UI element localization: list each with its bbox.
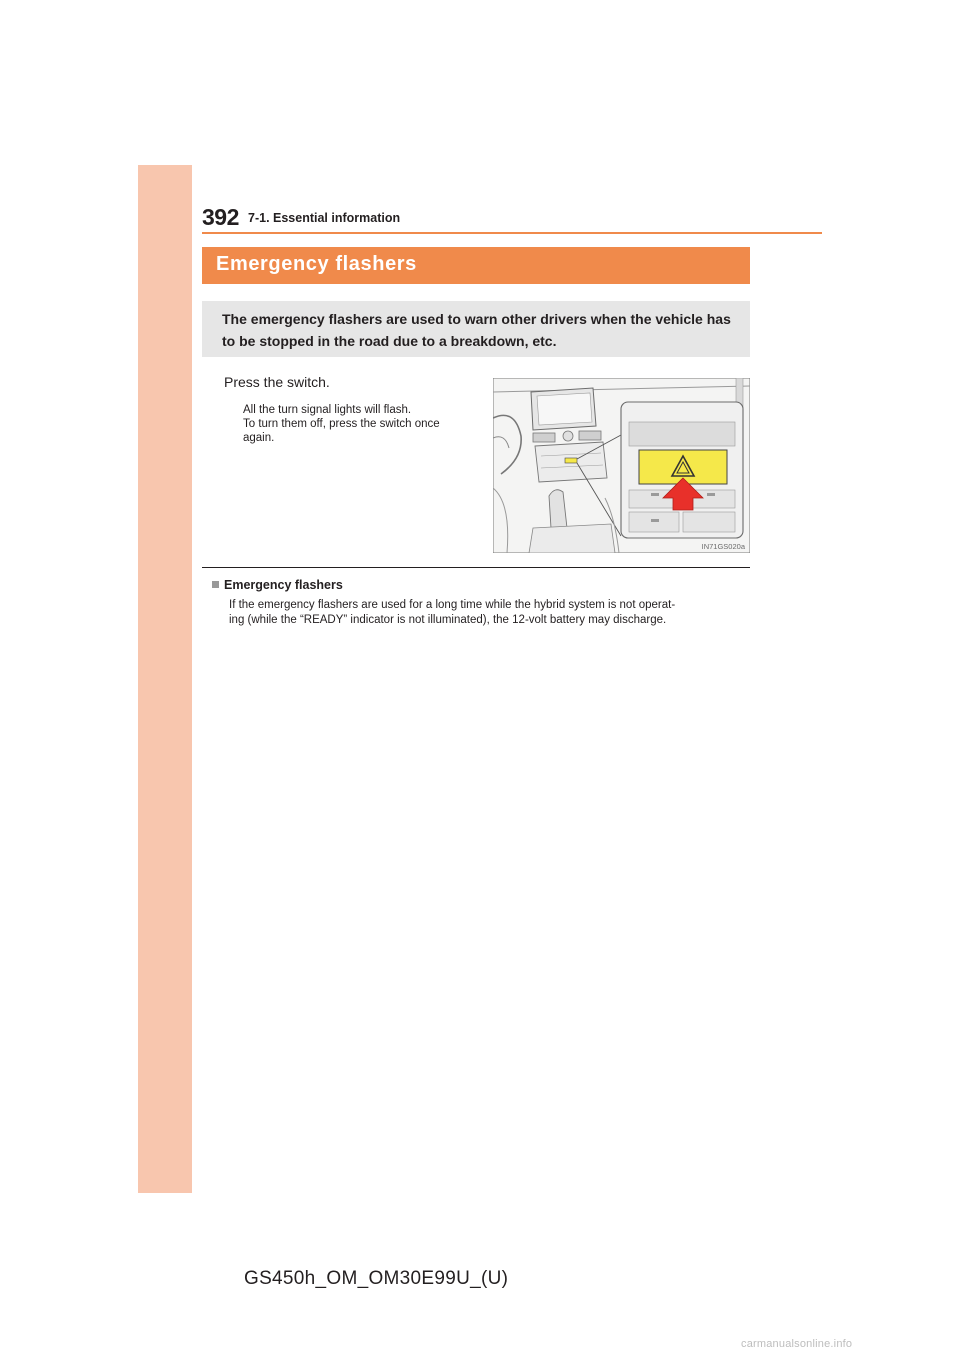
section-label: 7-1. Essential information <box>248 211 401 225</box>
step-detail-line: To turn them off, press the switch once <box>243 418 440 430</box>
intro-text: The emergency flashers are used to warn other drivers when the vehicle has to be stopped in the road due to a breakdown, etc. <box>222 311 731 349</box>
side-band <box>138 165 192 1193</box>
page-number: 392 <box>202 204 239 230</box>
header-rule <box>202 232 822 234</box>
intro-box <box>202 301 750 357</box>
document-code: GS450h_OM_OM30E99U_(U) <box>244 1268 509 1289</box>
note-line: ing (while the “READY” indicator is not illuminated), the 12-volt battery may discharge. <box>229 613 667 626</box>
note-heading-text: Emergency flashers <box>224 578 343 592</box>
step-details <box>243 403 480 445</box>
note-line: If the emergency flashers are used for a long time while the hybrid system is not operat- <box>229 599 676 611</box>
note-body <box>229 598 750 627</box>
title-bar <box>202 247 750 284</box>
step-detail-line: again. <box>243 432 275 444</box>
step-detail-line: All the turn signal lights will flash. <box>243 404 412 416</box>
step-instruction: Press the switch. <box>224 374 330 390</box>
figure-code: IN71GS020a <box>701 542 745 551</box>
watermark: carmanualsonline.info <box>741 1338 853 1350</box>
square-bullet-icon <box>212 581 219 588</box>
dashboard-illustration <box>493 378 750 553</box>
section-rule <box>202 567 750 568</box>
page-title: Emergency flashers <box>216 253 417 275</box>
note-heading <box>212 578 343 592</box>
